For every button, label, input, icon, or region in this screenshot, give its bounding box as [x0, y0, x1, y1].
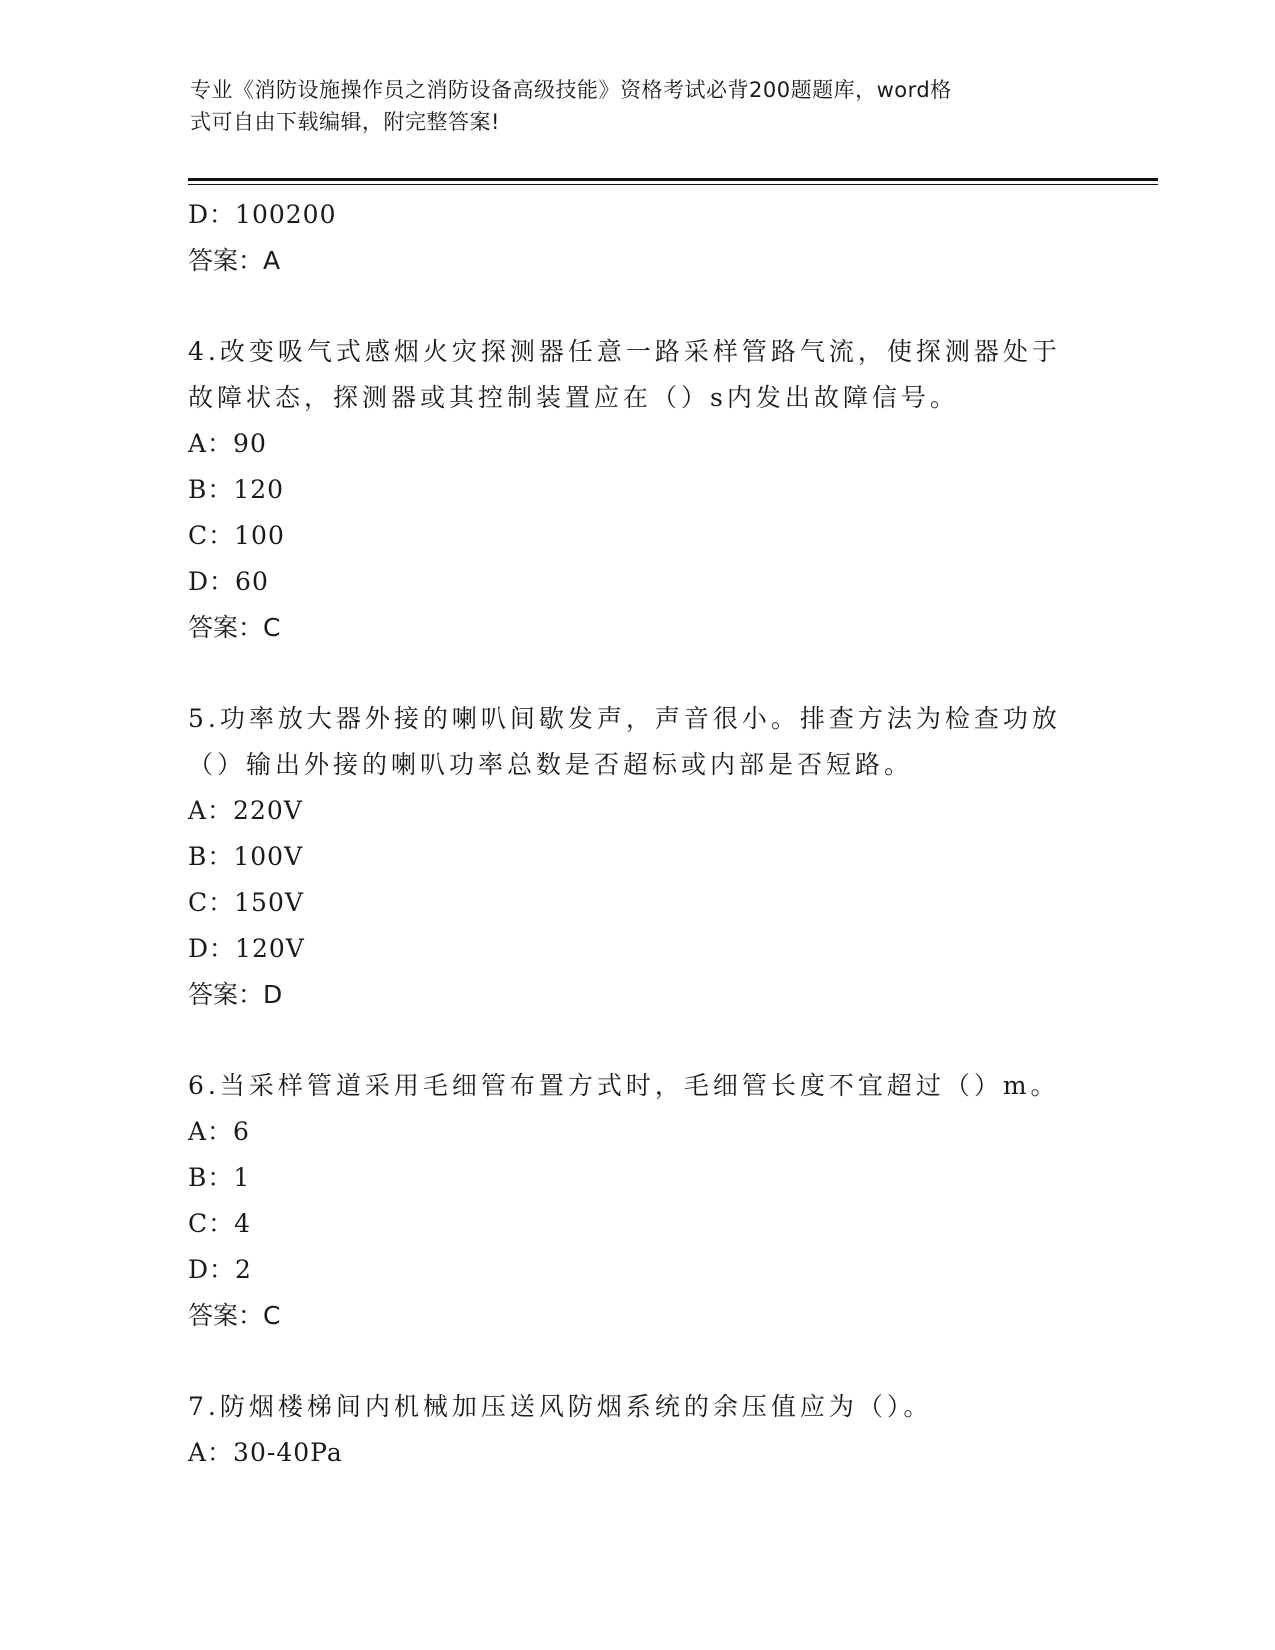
option-c: C：150V — [188, 888, 304, 917]
option-a: A：90 — [188, 429, 267, 458]
answer-line: 答案：C — [188, 613, 281, 642]
option-a: A：220V — [188, 796, 303, 825]
answer-line: 答案：D — [188, 980, 283, 1009]
header-rule-thick — [188, 178, 1158, 181]
document-header — [190, 74, 1070, 138]
option-b: B：100V — [188, 842, 304, 871]
question-stem-line-1: 7.防烟楼梯间内机械加压送风防烟系统的余压值应为（）。 — [188, 1392, 933, 1421]
option-d: D：60 — [188, 567, 269, 596]
question-stem-line-1: 5.功率放大器外接的喇叭间歇发声，声音很小。排查方法为检查功放 — [188, 704, 1061, 733]
header-line-1: 专业《消防设施操作员之消防设备高级技能》资格考试必背200题题库，word格 — [190, 78, 952, 102]
question-7 — [188, 1384, 1088, 1476]
option-b: B：1 — [188, 1163, 251, 1192]
option-c: C：100 — [188, 521, 285, 550]
question-list — [188, 192, 1088, 1476]
answer-line: 答案：A — [188, 246, 281, 275]
question-4 — [188, 329, 1088, 651]
question-6 — [188, 1063, 1088, 1339]
option-d: D：2 — [188, 1255, 252, 1284]
question-stem-line-1: 6.当采样管道采用毛细管布置方式时，毛细管长度不宜超过（）m。 — [188, 1071, 1060, 1100]
option-b: B：120 — [188, 475, 285, 504]
question-stem-line-2: （）输出外接的喇叭功率总数是否超标或内部是否短路。 — [188, 750, 914, 779]
option-d: D：100200 — [188, 200, 337, 229]
option-a: A：30-40Pa — [188, 1438, 343, 1467]
option-a: A：6 — [188, 1117, 250, 1146]
header-line-2: 式可自由下载编辑，附完整答案! — [190, 110, 500, 134]
question-stem-line-2: 故障状态，探测器或其控制装置应在（）s内发出故障信号。 — [188, 383, 959, 412]
option-d: D：120V — [188, 934, 305, 963]
question-stem-line-1: 4.改变吸气式感烟火灾探测器任意一路采样管路气流，使探测器处于 — [188, 337, 1061, 366]
option-c: C：4 — [188, 1209, 252, 1238]
header-rule-thin — [188, 184, 1158, 185]
answer-line: 答案：C — [188, 1301, 281, 1330]
question-5 — [188, 696, 1088, 1018]
